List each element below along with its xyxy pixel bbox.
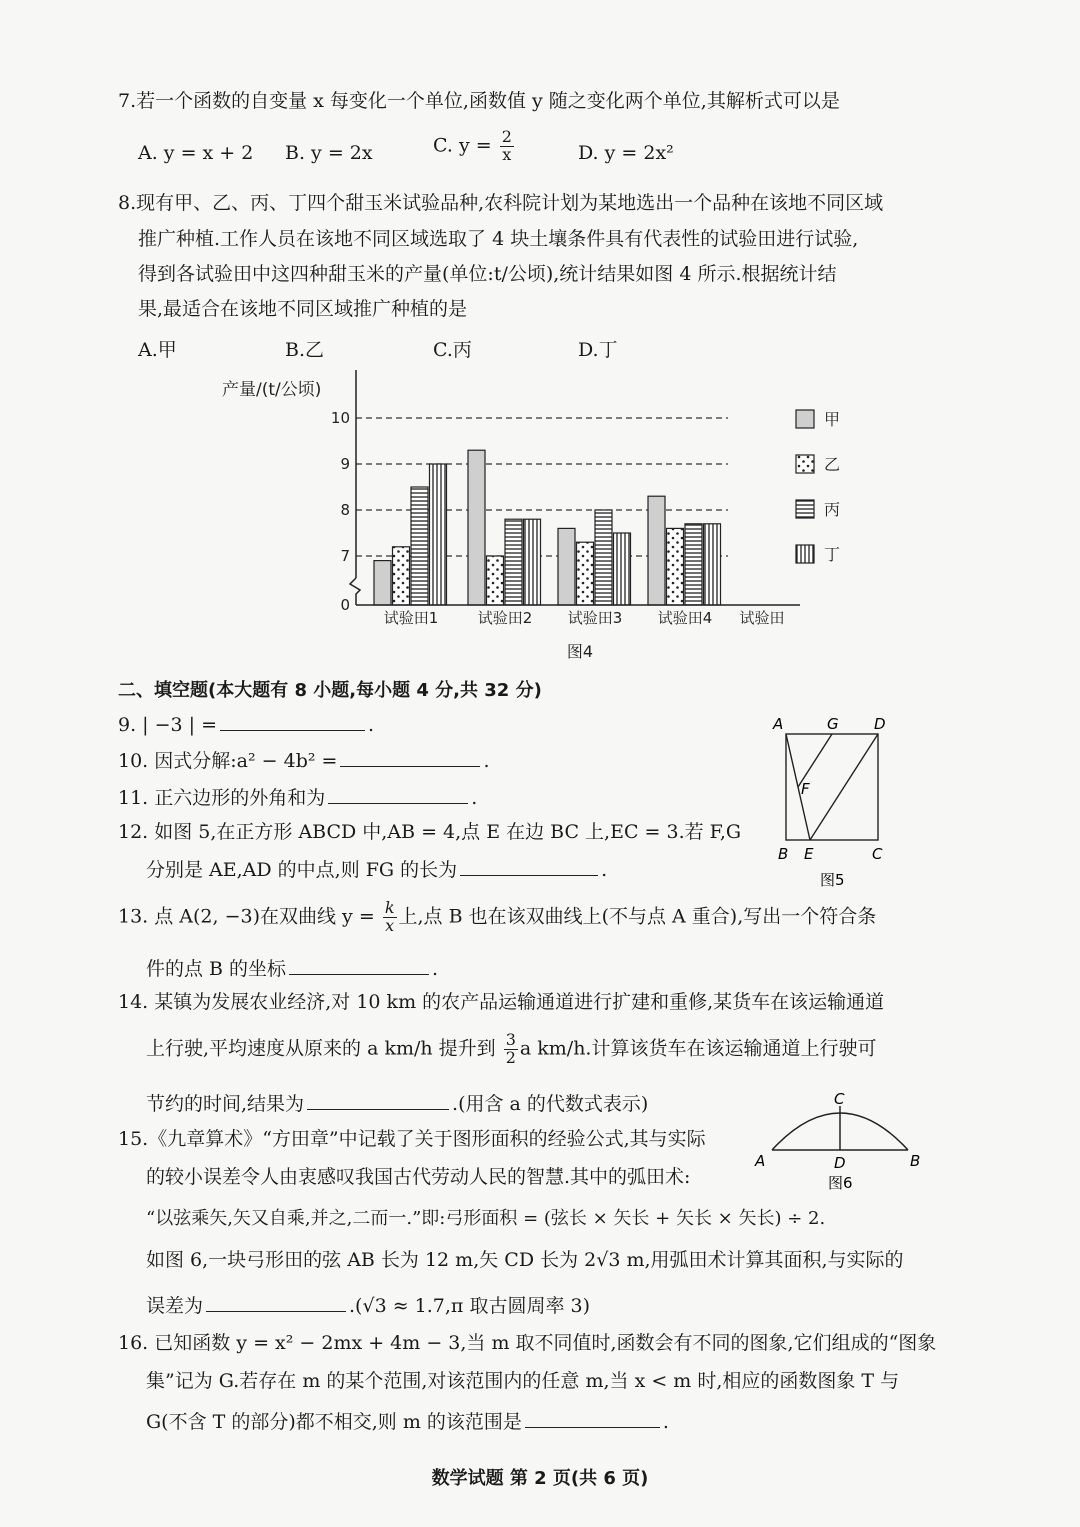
- chart-x-axis-label: 试验田: [739, 609, 785, 627]
- q13-text-a: 13. 点 A(2, −3)在双曲线 y =: [118, 905, 375, 928]
- q15-line-2: 的较小误差令人由衷感叹我国古代劳动人民的智慧.其中的弧田术:: [146, 1166, 691, 1188]
- chart-legend-swatch: [796, 500, 814, 518]
- chart-x-tick-label: 试验田2: [477, 609, 533, 627]
- chart-x-tick-label: 试验田3: [567, 609, 623, 627]
- chart-bar: [648, 496, 665, 605]
- q12-line-1: 12. 如图 5,在正方形 ABCD 中,AB = 4,点 E 在边 BC 上,EC = 3.若 F,G: [118, 821, 742, 843]
- fig5-label-e: E: [804, 845, 814, 863]
- q11: [118, 785, 477, 810]
- chart-y-tick-label: 10: [330, 409, 350, 427]
- q10-end: .: [483, 750, 490, 772]
- q12-line-2: [146, 857, 607, 882]
- q16-text: G(不含 T 的部分)都不相交,则 m 的该范围是: [146, 1411, 522, 1433]
- chart-axis-break: [350, 578, 360, 605]
- q15-line-1: 15.《九章算术》“方田章”中记载了关于图形面积的经验公式,其与实际: [118, 1128, 706, 1150]
- figure-6-circular-segment: [750, 1088, 930, 1198]
- chart-legend-swatch: [796, 455, 814, 473]
- q7-option-d: D. y = 2x²: [578, 142, 674, 164]
- chart-legend-label: 甲: [824, 410, 841, 429]
- q15-line-5: [146, 1293, 590, 1318]
- chart-bar: [524, 519, 541, 605]
- q7-option-b: B. y = 2x: [285, 142, 373, 164]
- chart-legend-swatch: [796, 545, 814, 563]
- q14-line-3: [146, 1091, 648, 1116]
- chart-y-tick-label: 0: [340, 596, 350, 614]
- q8-line-1: 8.现有甲、乙、丙、丁四个甜玉米试验品种,农科院计划为某地选出一个品种在该地不同区域: [118, 192, 884, 214]
- fig5-label-f: F: [801, 780, 810, 798]
- q9-text: 9. | −3 | =: [118, 714, 218, 736]
- q7-option-c: [433, 129, 516, 164]
- q14-text-a: 上行驶,平均速度从原来的 a km/h 提升到: [146, 1037, 496, 1060]
- q9-answer-blank[interactable]: [220, 712, 365, 731]
- fraction-denominator: 2: [505, 1047, 516, 1067]
- q16-answer-blank[interactable]: [525, 1409, 660, 1428]
- fig6-label-a: A: [755, 1152, 766, 1170]
- q13-end: .: [432, 958, 439, 980]
- q14-text-b: a km/h.计算该货车在该运输通道上行驶可: [519, 1037, 877, 1060]
- q12-text: 分别是 AE,AD 的中点,则 FG 的长为: [146, 859, 458, 881]
- chart-bar: [430, 464, 447, 605]
- fig5-label-c: C: [872, 845, 883, 863]
- q13-line-2: [146, 956, 438, 981]
- chart-bar: [614, 533, 631, 605]
- fig6-label-d: D: [834, 1154, 846, 1172]
- fraction-numerator: k: [384, 898, 395, 917]
- q11-text: 11. 正六边形的外角和为: [118, 787, 326, 809]
- chart-bar: [685, 524, 702, 605]
- chart-x-tick-label: 试验田1: [383, 609, 439, 627]
- q14-answer-blank[interactable]: [307, 1091, 449, 1110]
- fraction-denominator: x: [502, 144, 512, 164]
- q15-text: 误差为: [146, 1295, 204, 1317]
- q14-line-2: [146, 1032, 876, 1067]
- q8-line-2: 推广种植.工作人员在该地不同区域选取了 4 块土壤条件具有代表性的试验田进行试验,: [138, 228, 859, 250]
- q14-line-1: 14. 某镇为发展农业经济,对 10 km 的农产品运输通道进行扩建和重修,某货车在该运输通道: [118, 991, 885, 1013]
- fig5-label-b: B: [778, 845, 789, 863]
- q9: [118, 712, 374, 737]
- q8-option-c: C.丙: [433, 339, 472, 361]
- chart-bar: [704, 524, 721, 605]
- q12-end: .: [601, 859, 608, 881]
- q8-option-d: D.丁: [578, 339, 618, 361]
- chart-legend-swatch: [796, 410, 814, 428]
- q7-option-c-fraction: [500, 129, 514, 164]
- q8-line-4: 果,最适合在该地不同区域推广种植的是: [138, 298, 468, 320]
- q14-fraction: [504, 1032, 518, 1067]
- chart-bar: [595, 510, 612, 605]
- fig5-label-a: A: [773, 715, 784, 733]
- q10-answer-blank[interactable]: [340, 748, 480, 767]
- fig6-caption: 图6: [828, 1174, 853, 1192]
- chart-y-tick-label: 8: [340, 501, 350, 519]
- q9-end: .: [368, 714, 375, 736]
- q11-answer-blank[interactable]: [328, 785, 468, 804]
- chart-x-tick-label: 试验田4: [657, 609, 713, 627]
- q11-end: .: [471, 787, 478, 809]
- q14-text-c: 节约的时间,结果为: [146, 1093, 305, 1115]
- q13-text-b: 上,点 B 也在该双曲线上(不与点 A 重合),写出一个符合条: [398, 905, 877, 928]
- q13-fraction: [383, 900, 397, 935]
- chart-caption: 图4: [566, 642, 594, 661]
- q7-stem: 7.若一个函数的自变量 x 每变化一个单位,函数值 y 随之变化两个单位,其解析式可以是: [118, 90, 840, 112]
- q16-line-3: [146, 1409, 669, 1434]
- q15-end: .(√3 ≈ 1.7,π 取古圆周率 3): [349, 1295, 590, 1317]
- chart-bar: [505, 519, 522, 605]
- chart-legend-label: 乙: [824, 455, 841, 474]
- q8-line-3: 得到各试验田中这四种甜玉米的产量(单位:t/公顷),统计结果如图 4 所示.根据统计结: [138, 263, 837, 285]
- chart-bar: [468, 450, 485, 605]
- fig5-label-g: G: [827, 715, 839, 733]
- fraction-denominator: x: [385, 915, 395, 935]
- fraction-numerator: 2: [501, 127, 512, 146]
- q13-answer-blank[interactable]: [289, 956, 429, 975]
- fig6-label-c: C: [834, 1090, 845, 1108]
- chart-bar: [577, 542, 594, 605]
- q16-line-1: 16. 已知函数 y = x² − 2mx + 4m − 3,当 m 取不同值时,函数会有不同的图象,它们组成的“图象: [118, 1332, 937, 1354]
- chart-bar: [667, 528, 684, 605]
- chart-bar: [487, 556, 504, 605]
- fig5-label-d: D: [874, 715, 886, 733]
- fraction-numerator: 3: [505, 1030, 516, 1049]
- chart-bar: [558, 528, 575, 605]
- page-footer: 数学试题 第 2 页(共 6 页): [431, 1468, 649, 1489]
- q8-option-a: A.甲: [138, 339, 177, 361]
- fig5-caption: 图5: [820, 871, 845, 889]
- chart-y-tick-label: 7: [340, 547, 350, 565]
- q15-line-4: 如图 6,一块弓形田的弦 AB 长为 12 m,矢 CD 长为 2√3 m,用弧田术计算其面积,与实际的: [146, 1249, 904, 1271]
- q15-line-3: “以弦乘矢,矢又自乘,并之,二而一.”即:弓形面积 = (弦长 × 矢长 + 矢长 × 矢长) ÷ 2.: [146, 1208, 826, 1229]
- chart-y-tick-label: 9: [340, 455, 350, 473]
- q7-option-a: A. y = x + 2: [138, 142, 254, 164]
- chart-y-axis-label: 产量/(t/公顷): [222, 380, 322, 400]
- chart-bar: [374, 561, 391, 605]
- q13-line-1: [118, 900, 876, 935]
- q7-option-c-label: C. y =: [433, 134, 492, 157]
- chart-bar: [411, 487, 428, 605]
- q14-end: .(用含 a 的代数式表示): [452, 1093, 649, 1115]
- fig6-label-b: B: [910, 1152, 921, 1170]
- figure-4-bar-chart: [0, 360, 1080, 670]
- section-2-heading: 二、填空题(本大题有 8 小题,每小题 4 分,共 32 分): [118, 680, 542, 701]
- q16-line-2: 集”记为 G.若存在 m 的某个范围,对该范围内的任意 m,当 x < m 时,相应的函数图象 T 与: [146, 1370, 900, 1392]
- q16-end: .: [662, 1411, 669, 1433]
- q10: [118, 748, 489, 773]
- chart-legend-label: 丙: [824, 500, 841, 519]
- q8-option-b: B.乙: [285, 339, 325, 361]
- q13-text-c: 件的点 B 的坐标: [146, 958, 287, 980]
- q10-text: 10. 因式分解:a² − 4b² =: [118, 750, 338, 772]
- chart-bar: [393, 547, 410, 605]
- q12-answer-blank[interactable]: [460, 857, 598, 876]
- chart-legend-label: 丁: [824, 545, 841, 564]
- q15-answer-blank[interactable]: [206, 1293, 346, 1312]
- figure-5-square: [770, 712, 900, 892]
